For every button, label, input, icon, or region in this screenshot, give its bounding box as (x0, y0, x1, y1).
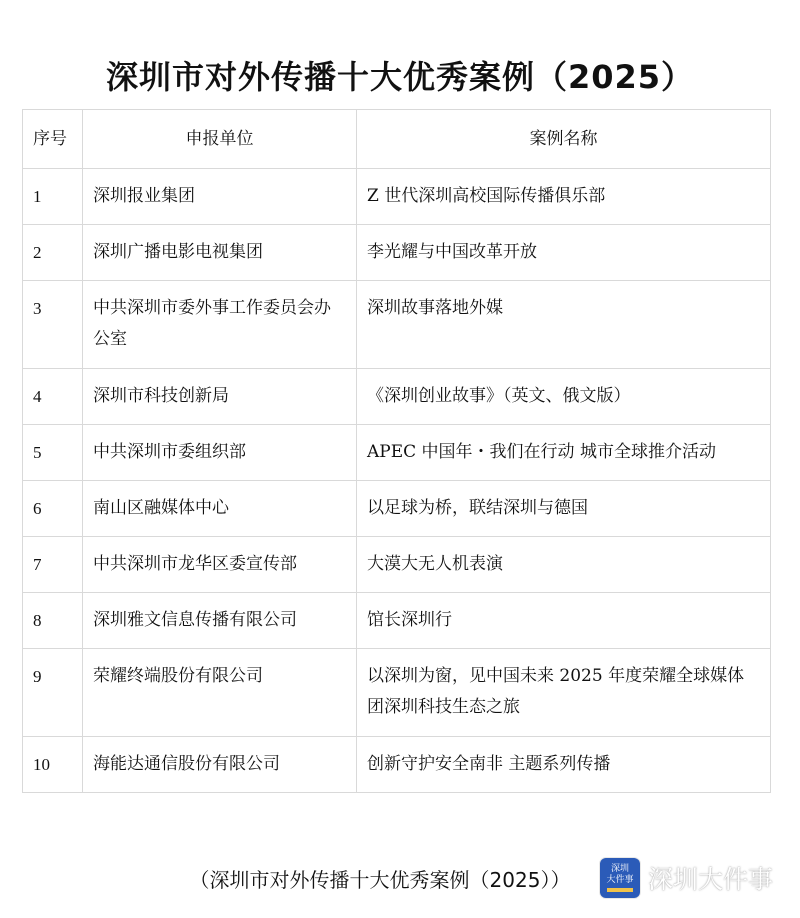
row-unit: 中共深圳市委组织部 (83, 425, 357, 481)
row-case-name: 馆长深圳行 (357, 593, 771, 649)
brand-logo-line1: 深圳 (610, 864, 629, 874)
header-case-name: 案例名称 (357, 110, 771, 169)
row-index: 7 (23, 537, 83, 593)
table-row (23, 169, 771, 225)
row-unit: 中共深圳市龙华区委宣传部 (83, 537, 357, 593)
row-case-name: 《深圳创业故事》（英文、俄文版） (357, 369, 771, 425)
row-index: 3 (23, 281, 83, 369)
row-unit: 海能达通信股份有限公司 (83, 737, 357, 793)
table-row (23, 369, 771, 425)
brand-logo-bar (607, 888, 633, 892)
table-row (23, 649, 771, 737)
row-index: 5 (23, 425, 83, 481)
row-unit: 荣耀终端股份有限公司 (83, 649, 357, 737)
row-index: 9 (23, 649, 83, 737)
table-row (23, 281, 771, 369)
table-row (23, 737, 771, 793)
row-case-name: 以足球为桥，联结深圳与德国 (357, 481, 771, 537)
row-index: 6 (23, 481, 83, 537)
table-header-row (23, 110, 771, 169)
row-index: 2 (23, 225, 83, 281)
watermark (600, 856, 773, 900)
row-case-name: APEC 中国年・我们在行动 城市全球推介活动 (357, 425, 771, 481)
brand-logo-line2: 大件事 (606, 875, 634, 885)
watermark-text: 深圳大件事 (648, 865, 774, 894)
row-unit: 深圳雅文信息传播有限公司 (83, 593, 357, 649)
row-case-name: Z 世代深圳高校国际传播俱乐部 (357, 169, 771, 225)
row-unit: 深圳报业集团 (83, 169, 357, 225)
cases-table (22, 109, 771, 793)
header-unit: 申报单位 (83, 110, 357, 169)
row-index: 4 (23, 369, 83, 425)
row-case-name: 李光耀与中国改革开放 (357, 225, 771, 281)
row-unit: 深圳市科技创新局 (83, 369, 357, 425)
page-title: 深圳市对外传播十大优秀案例（2025） (105, 58, 695, 96)
row-case-name: 深圳故事落地外媒 (357, 281, 771, 369)
table-row (23, 537, 771, 593)
row-unit: 中共深圳市委外事工作委员会办公室 (83, 281, 357, 369)
row-index: 8 (23, 593, 83, 649)
row-case-name: 以深圳为窗，见中国未来 2025 年度荣耀全球媒体团深圳科技生态之旅 (357, 649, 771, 737)
row-case-name: 创新守护安全南非 主题系列传播 (357, 737, 771, 793)
header-index: 序号 (23, 110, 83, 169)
table-row (23, 481, 771, 537)
row-case-name: 大漠大无人机表演 (357, 537, 771, 593)
row-unit: 南山区融媒体中心 (83, 481, 357, 537)
row-index: 10 (23, 737, 83, 793)
table-row (23, 425, 771, 481)
row-index: 1 (23, 169, 83, 225)
brand-logo-icon (600, 858, 640, 898)
row-unit: 深圳广播电影电视集团 (83, 225, 357, 281)
table-row (23, 593, 771, 649)
table-row (23, 225, 771, 281)
table-caption: （深圳市对外传播十大优秀案例（2025）） (189, 868, 571, 892)
